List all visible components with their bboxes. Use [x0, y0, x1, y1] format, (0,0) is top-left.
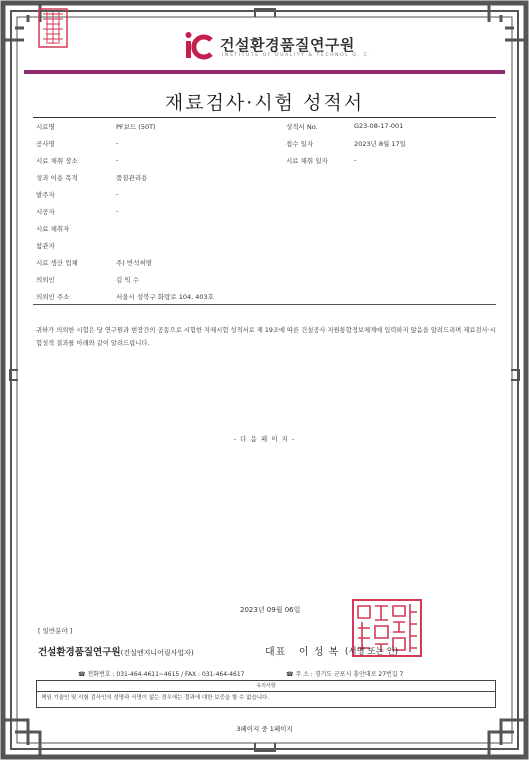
field-label: 접수 일자	[286, 140, 314, 148]
field-label: 발주자	[36, 191, 55, 199]
field-value: -	[116, 156, 119, 164]
field-label: 성적서 No.	[286, 123, 318, 131]
field-value: G23-08-17-001	[354, 122, 404, 130]
title-rule	[33, 117, 496, 118]
rep-name: 이 성 복	[298, 647, 340, 658]
document-title: 재료검사·시험 성적서	[164, 92, 365, 114]
field-value: 서울시 성북구 화랑로 104, 403호	[116, 293, 214, 301]
representative	[265, 643, 339, 658]
field-value: 2023년 8월 17일	[354, 140, 406, 148]
issue-date: 2023년 09월 06일	[240, 606, 301, 614]
rep-label: 대표	[265, 647, 287, 658]
issuer-name	[38, 644, 194, 658]
contact-phone-fax: ☎ 전화번호 : 031-464-4611~4615 / FAX : 031-464-4617	[78, 671, 245, 678]
field-label: 참관자	[36, 242, 55, 250]
org-name-en: INSTITUTE OF QUALITY & TECHNOL Q. C.	[222, 53, 372, 58]
field-label: 공사명	[36, 140, 55, 148]
field-value: -	[116, 207, 119, 215]
field-label: 시료명	[36, 123, 55, 131]
contact-address: ☎ 주 소 : 경기도 군포시 흥안대로 27번길 7	[286, 671, 404, 678]
signature-note: (서명 또는 인)	[345, 647, 399, 657]
issuer-type: (건설엔지니어링사업자)	[120, 649, 194, 657]
field-value: -	[116, 139, 119, 147]
field-label: 성과 이용 목적	[36, 174, 78, 182]
field-value: -	[354, 156, 357, 164]
seal-stamp-small	[38, 8, 68, 48]
field-label: 시료 채취 일자	[286, 157, 328, 165]
ic-logo-icon	[184, 30, 214, 60]
category-label: [ 일반분야 ]	[38, 627, 73, 635]
field-label: 시료 채취 장소	[36, 157, 78, 165]
field-value: PF보드 (50T)	[116, 123, 156, 131]
field-value: -	[116, 190, 119, 198]
field-label: 시공자	[36, 208, 55, 216]
issuer-org: 건설환경품질연구원	[38, 647, 121, 658]
field-label: 시료 채취자	[36, 225, 70, 233]
page-number: 3페이지 중 1페이지	[236, 725, 293, 733]
org-name-ko: 건설환경품질연구원	[220, 36, 355, 54]
field-label: 의뢰인 주소	[36, 293, 70, 301]
caution-heading: 유의사항	[37, 681, 495, 692]
caution-box	[36, 680, 496, 708]
caution-text: 책임 기술인 및 시험 검사인의 성명과 서명이 없는 경우에는 결과에 대한 보증을 할 수 없습니다.	[41, 695, 270, 701]
field-value: 김 익 수	[116, 276, 139, 284]
field-label: 시료 생산 업체	[36, 259, 78, 267]
header-rule	[24, 70, 505, 74]
next-page-marker: - 다 음 페 이 지 -	[233, 435, 296, 443]
field-value: 주) 반석써멈	[116, 259, 152, 267]
notice-paragraph: 귀하가 의뢰한 시험은 당 연구원과 현장간의 공동으로 시험한 자체시험 성적서로 제 19조에 따른 건설공사 지원통합정보체계에 입력하지 않음을 알려드리며 재료검사·시험성적 결과를 아래와 같이 알려드립니다.	[36, 327, 496, 347]
section-rule	[33, 304, 496, 305]
field-label: 의뢰인	[36, 276, 55, 284]
field-value: 품질관리용	[116, 174, 148, 182]
